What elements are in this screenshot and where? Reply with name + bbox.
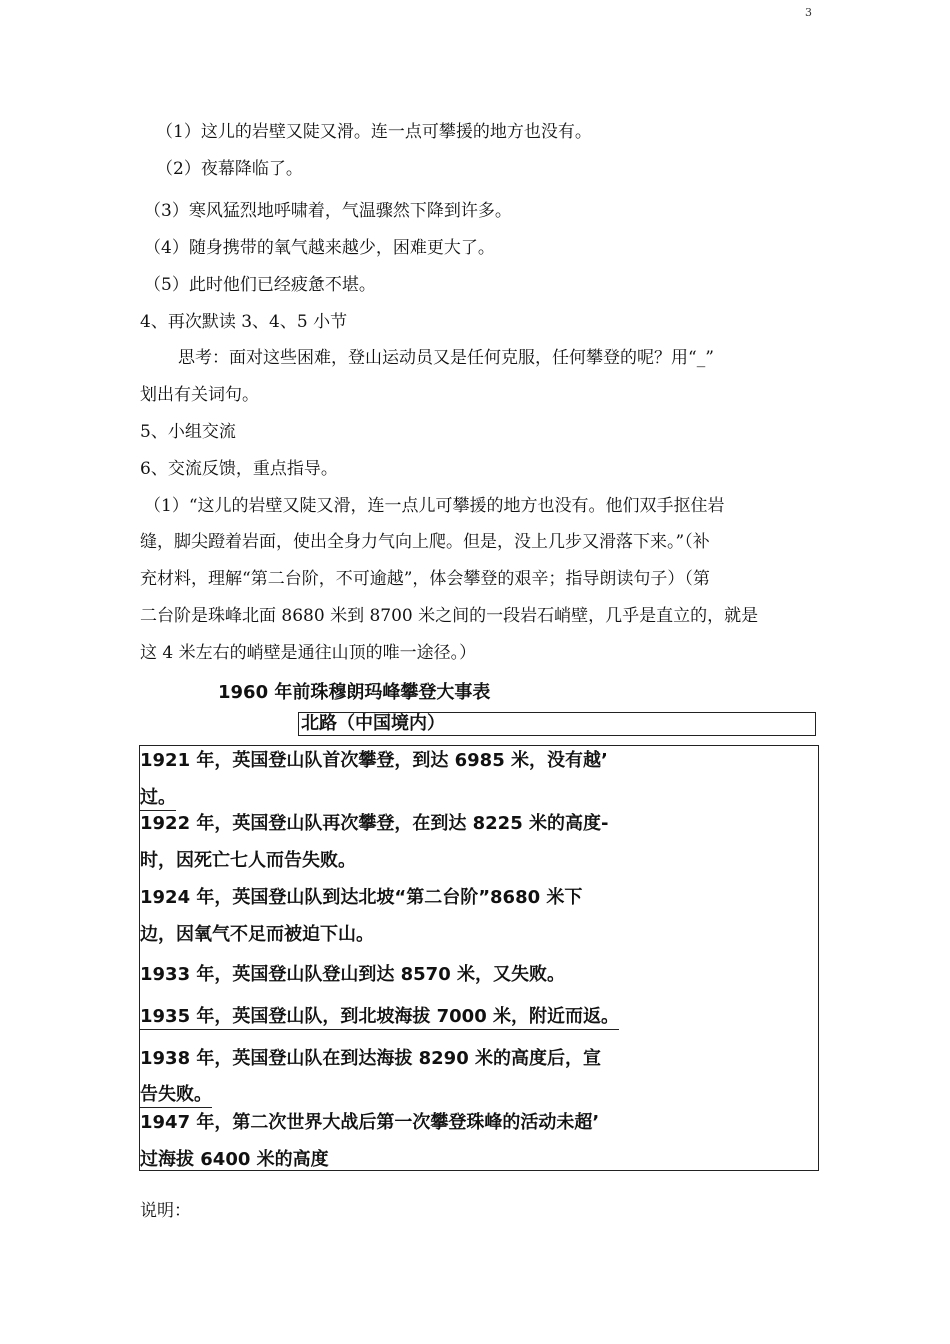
table-row: 1935 年，英国登山队，到北坡海拔 7000 米，附近而返。 [140,1005,619,1030]
table-row: 1922 年，英国登山队再次攀登，在到达 8225 米的高度- [140,813,609,834]
table-row: 1947 年，第二次世界大战后第一次攀登珠峰的活动未超’ [140,1112,600,1133]
note-label: 说明： [140,1201,191,1221]
table-row: 过。 [140,786,176,811]
text-line: 充材料，理解“第二台阶，不可逾越”，体会攀登的艰辛；指导朗读句子）（第 [140,569,710,589]
text-line: （3）寒风猛烈地呼啸着，气温骤然下降到许多。 [144,201,512,221]
text-line: 缝，脚尖蹬着岩面，使出全身力气向上爬。但是，没上几步又滑落下来。”（补 [140,532,710,552]
text-line: 二台阶是珠峰北面 8680 米到 8700 米之间的一段岩石峭壁，几乎是直立的，就是 [140,606,759,626]
table-title: 1960 年前珠穆朗玛峰攀登大事表 [218,682,491,703]
table-row: 1938 年，英国登山队在到达海拔 8290 米的高度后，宣 [140,1048,601,1069]
table-row: 时，因死亡七人而告失败。 [140,850,356,871]
text-line: （1）这儿的岩壁又陡又滑。连一点可攀援的地方也没有。 [156,122,592,142]
text-line: （5）此时他们已经疲惫不堪。 [144,275,376,295]
text-line: 4、再次默读 3、4、5 小节 [140,312,348,332]
text-line: 划出有关词句。 [140,385,259,405]
table-header: 北路（中国境内） [298,712,816,736]
table-row: 1924 年，英国登山队到达北坡“第二台阶”8680 米下 [140,887,583,908]
text-line: 6、交流反馈，重点指导。 [140,459,338,479]
page-number: 3 [805,6,812,19]
table-row: 1933 年，英国登山队登山到达 8570 米，又失败。 [140,964,565,985]
events-table [139,745,819,1171]
text-line: （2）夜幕降临了。 [156,159,303,179]
text-line: 这 4 米左右的峭壁是通往山顶的唯一途径。） [140,643,477,663]
text-line: 思考：面对这些困难，登山运动员又是任何克服，任何攀登的呢？用“_” [178,348,714,368]
text-line: 5、小组交流 [140,422,236,442]
text-line: （1）“这儿的岩壁又陡又滑，连一点儿可攀援的地方也没有。他们双手抠住岩 [144,496,725,516]
table-row: 1921 年，英国登山队首次攀登，到达 6985 米，没有越’ [140,750,608,771]
table-row: 过海拔 6400 米的高度 [140,1149,329,1170]
table-row: 告失败。 [140,1083,212,1108]
text-line: （4）随身携带的氧气越来越少，困难更大了。 [144,238,495,258]
table-row: 边，因氧气不足而被迫下山。 [140,924,374,945]
